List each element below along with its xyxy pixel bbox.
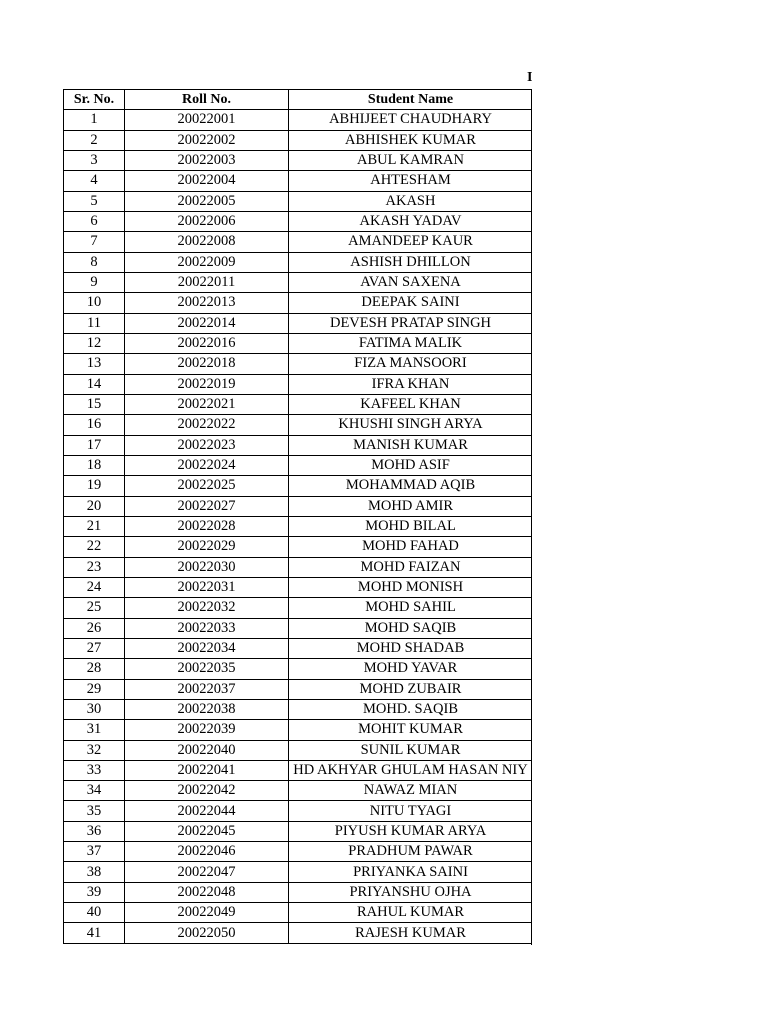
- table-row: [64, 313, 533, 333]
- cell-roll-no: 20022040: [125, 740, 289, 760]
- cell-student-name: DEVESH PRATAP SINGH: [289, 313, 533, 333]
- table-row: [64, 577, 533, 597]
- cell-student-name: PRIYANSHU OJHA: [289, 882, 533, 902]
- table-row: [64, 679, 533, 699]
- table-row: [64, 272, 533, 292]
- table-row: [64, 638, 533, 658]
- cell-roll-no: 20022004: [125, 171, 289, 191]
- cell-roll-no: 20022005: [125, 191, 289, 211]
- table-row: [64, 130, 533, 150]
- cell-roll-no: 20022039: [125, 720, 289, 740]
- student-list-sheet: [63, 89, 532, 944]
- cell-student-name: MOHAMMAD AQIB: [289, 476, 533, 496]
- cell-student-name: RAHUL KUMAR: [289, 903, 533, 923]
- cell-student-name: FIZA MANSOORI: [289, 354, 533, 374]
- table-row: [64, 801, 533, 821]
- cell-sr-no: 12: [64, 333, 125, 353]
- cell-student-name: ABUL KAMRAN: [289, 150, 533, 170]
- cell-sr-no: 24: [64, 577, 125, 597]
- cell-roll-no: 20022029: [125, 537, 289, 557]
- cell-student-name: NITU TYAGI: [289, 801, 533, 821]
- table-row: [64, 537, 533, 557]
- cell-roll-no: 20022049: [125, 903, 289, 923]
- cell-student-name: AHTESHAM: [289, 171, 533, 191]
- header-roll-no: Roll No.: [125, 90, 289, 110]
- header-row: [64, 90, 533, 110]
- cell-student-name: MOHD SAQIB: [289, 618, 533, 638]
- cell-student-name: MOHD AMIR: [289, 496, 533, 516]
- cell-sr-no: 13: [64, 354, 125, 374]
- cell-roll-no: 20022048: [125, 882, 289, 902]
- cell-student-name: MOHD BILAL: [289, 516, 533, 536]
- cell-student-name: HD AKHYAR GHULAM HASAN NIY: [289, 760, 533, 780]
- cell-roll-no: 20022011: [125, 272, 289, 292]
- cell-roll-no: 20022041: [125, 760, 289, 780]
- table-row: [64, 150, 533, 170]
- cell-roll-no: 20022006: [125, 211, 289, 231]
- cell-sr-no: 9: [64, 272, 125, 292]
- table-row: [64, 232, 533, 252]
- table-row: [64, 618, 533, 638]
- cell-student-name: FATIMA MALIK: [289, 333, 533, 353]
- cell-roll-no: 20022022: [125, 415, 289, 435]
- table-row: [64, 455, 533, 475]
- cell-student-name: RAJESH KUMAR: [289, 923, 533, 943]
- table-row: [64, 740, 533, 760]
- cell-sr-no: 30: [64, 699, 125, 719]
- cell-sr-no: 21: [64, 516, 125, 536]
- cell-sr-no: 38: [64, 862, 125, 882]
- cell-student-name: MOHD ASIF: [289, 455, 533, 475]
- table-row: [64, 923, 533, 943]
- table-row: [64, 903, 533, 923]
- table-row: [64, 354, 533, 374]
- table-row: [64, 211, 533, 231]
- header-sr-no: Sr. No.: [64, 90, 125, 110]
- table-row: [64, 598, 533, 618]
- cell-roll-no: 20022042: [125, 781, 289, 801]
- cell-student-name: PIYUSH KUMAR ARYA: [289, 821, 533, 841]
- cell-sr-no: 16: [64, 415, 125, 435]
- cell-sr-no: 32: [64, 740, 125, 760]
- cell-roll-no: 20022033: [125, 618, 289, 638]
- cell-roll-no: 20022028: [125, 516, 289, 536]
- student-table: [63, 89, 532, 944]
- cell-sr-no: 29: [64, 679, 125, 699]
- cell-roll-no: 20022027: [125, 496, 289, 516]
- cell-sr-no: 11: [64, 313, 125, 333]
- table-row: [64, 821, 533, 841]
- cell-sr-no: 35: [64, 801, 125, 821]
- cell-sr-no: 36: [64, 821, 125, 841]
- cell-student-name: AVAN SAXENA: [289, 272, 533, 292]
- cell-sr-no: 10: [64, 293, 125, 313]
- cell-roll-no: 20022002: [125, 130, 289, 150]
- cell-student-name: MANISH KUMAR: [289, 435, 533, 455]
- cell-roll-no: 20022047: [125, 862, 289, 882]
- cell-roll-no: 20022037: [125, 679, 289, 699]
- cell-student-name: PRADHUM PAWAR: [289, 842, 533, 862]
- cell-student-name: PRIYANKA SAINI: [289, 862, 533, 882]
- page-title-fragment: I: [527, 70, 533, 85]
- table-row: [64, 252, 533, 272]
- cell-roll-no: 20022032: [125, 598, 289, 618]
- cell-sr-no: 8: [64, 252, 125, 272]
- cell-roll-no: 20022035: [125, 659, 289, 679]
- header-student-name: Student Name: [289, 90, 533, 110]
- cell-sr-no: 18: [64, 455, 125, 475]
- table-row: [64, 191, 533, 211]
- cell-sr-no: 39: [64, 882, 125, 902]
- table-row: [64, 374, 533, 394]
- cell-sr-no: 31: [64, 720, 125, 740]
- table-row: [64, 842, 533, 862]
- cell-student-name: SUNIL KUMAR: [289, 740, 533, 760]
- table-row: [64, 415, 533, 435]
- cell-roll-no: 20022008: [125, 232, 289, 252]
- cell-roll-no: 20022034: [125, 638, 289, 658]
- cell-student-name: AKASH: [289, 191, 533, 211]
- cell-student-name: MOHD ZUBAIR: [289, 679, 533, 699]
- cell-sr-no: 20: [64, 496, 125, 516]
- cell-student-name: DEEPAK SAINI: [289, 293, 533, 313]
- table-row: [64, 435, 533, 455]
- cell-sr-no: 3: [64, 150, 125, 170]
- cell-roll-no: 20022003: [125, 150, 289, 170]
- table-row: [64, 516, 533, 536]
- cell-sr-no: 15: [64, 394, 125, 414]
- table-row: [64, 862, 533, 882]
- cell-sr-no: 23: [64, 557, 125, 577]
- table-body: [64, 110, 533, 943]
- table-row: [64, 557, 533, 577]
- cell-roll-no: 20022030: [125, 557, 289, 577]
- table-row: [64, 293, 533, 313]
- cell-roll-no: 20022019: [125, 374, 289, 394]
- cell-roll-no: 20022045: [125, 821, 289, 841]
- cell-sr-no: 28: [64, 659, 125, 679]
- cell-roll-no: 20022009: [125, 252, 289, 272]
- cell-student-name: IFRA KHAN: [289, 374, 533, 394]
- table-row: [64, 760, 533, 780]
- cell-student-name: MOHD FAIZAN: [289, 557, 533, 577]
- table-right-border: [531, 89, 532, 945]
- cell-roll-no: 20022023: [125, 435, 289, 455]
- cell-sr-no: 5: [64, 191, 125, 211]
- cell-sr-no: 4: [64, 171, 125, 191]
- cell-sr-no: 6: [64, 211, 125, 231]
- cell-sr-no: 7: [64, 232, 125, 252]
- cell-sr-no: 2: [64, 130, 125, 150]
- cell-sr-no: 25: [64, 598, 125, 618]
- table-row: [64, 781, 533, 801]
- table-row: [64, 720, 533, 740]
- cell-student-name: MOHD YAVAR: [289, 659, 533, 679]
- cell-sr-no: 41: [64, 923, 125, 943]
- table-row: [64, 659, 533, 679]
- cell-sr-no: 37: [64, 842, 125, 862]
- cell-student-name: KHUSHI SINGH ARYA: [289, 415, 533, 435]
- cell-sr-no: 14: [64, 374, 125, 394]
- cell-student-name: ASHISH DHILLON: [289, 252, 533, 272]
- cell-sr-no: 33: [64, 760, 125, 780]
- cell-student-name: MOHD MONISH: [289, 577, 533, 597]
- table-row: [64, 476, 533, 496]
- table-row: [64, 882, 533, 902]
- table-row: [64, 171, 533, 191]
- cell-student-name: NAWAZ MIAN: [289, 781, 533, 801]
- cell-roll-no: 20022016: [125, 333, 289, 353]
- cell-roll-no: 20022044: [125, 801, 289, 821]
- cell-student-name: MOHD SAHIL: [289, 598, 533, 618]
- cell-student-name: MOHD. SAQIB: [289, 699, 533, 719]
- cell-roll-no: 20022031: [125, 577, 289, 597]
- cell-roll-no: 20022021: [125, 394, 289, 414]
- cell-roll-no: 20022014: [125, 313, 289, 333]
- cell-sr-no: 26: [64, 618, 125, 638]
- cell-sr-no: 22: [64, 537, 125, 557]
- table-row: [64, 394, 533, 414]
- cell-student-name: KAFEEL KHAN: [289, 394, 533, 414]
- cell-student-name: AKASH YADAV: [289, 211, 533, 231]
- cell-sr-no: 27: [64, 638, 125, 658]
- cell-student-name: ABHISHEK KUMAR: [289, 130, 533, 150]
- table-row: [64, 496, 533, 516]
- cell-student-name: ABHIJEET CHAUDHARY: [289, 110, 533, 130]
- cell-roll-no: 20022050: [125, 923, 289, 943]
- cell-roll-no: 20022018: [125, 354, 289, 374]
- cell-roll-no: 20022013: [125, 293, 289, 313]
- cell-roll-no: 20022046: [125, 842, 289, 862]
- table-row: [64, 333, 533, 353]
- cell-roll-no: 20022024: [125, 455, 289, 475]
- cell-roll-no: 20022038: [125, 699, 289, 719]
- cell-roll-no: 20022025: [125, 476, 289, 496]
- cell-sr-no: 17: [64, 435, 125, 455]
- cell-sr-no: 1: [64, 110, 125, 130]
- table-row: [64, 110, 533, 130]
- cell-student-name: MOHD FAHAD: [289, 537, 533, 557]
- cell-student-name: MOHIT KUMAR: [289, 720, 533, 740]
- table-row: [64, 699, 533, 719]
- cell-sr-no: 40: [64, 903, 125, 923]
- cell-sr-no: 34: [64, 781, 125, 801]
- cell-student-name: MOHD SHADAB: [289, 638, 533, 658]
- cell-sr-no: 19: [64, 476, 125, 496]
- cell-student-name: AMANDEEP KAUR: [289, 232, 533, 252]
- cell-roll-no: 20022001: [125, 110, 289, 130]
